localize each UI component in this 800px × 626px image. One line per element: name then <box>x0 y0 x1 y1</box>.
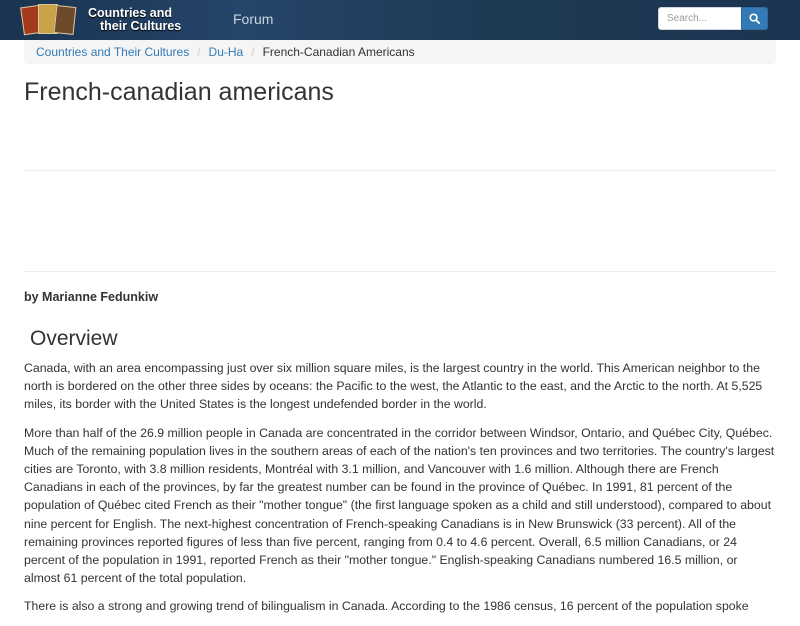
section-heading-overview: Overview <box>30 327 118 350</box>
paragraph: More than half of the 26.9 million people in Canada are concentrated in the corridor between Windsor, Ontario, and Québec City, Québec. Much of the remaining population lives in the southern areas of each of the nation's ten provinces and two territories. The country's largest cities are Toronto, with 3.8 million residents, Montréal with 3.1 million, and Vancouver with 1.6 million. Although there are French Canadians in each of the provinces, by far the greatest number can be found in the province of Québec. In 1991, 81 percent of the population of Québec cited French as their "mother tongue" (the first language spoken as a child and still understood), compared to about nine percent for English. The next-highest concentration of French-speaking Canadians is in New Brunswick (33 percent). All of the remaining provinces reported figures of less than five percent, ranging from 0.4 to 4.6 percent. Overall, 6.5 million Canadians, or 24 percent of the population in 1991, reported French as their "mother tongue." English-speaking Canadians numbered 16.5 million, or almost 61 percent of the total population. <box>24 425 775 586</box>
breadcrumb-link-countries[interactable]: Countries and Their Cultures <box>36 45 190 59</box>
breadcrumb <box>24 40 776 64</box>
divider <box>24 170 776 171</box>
breadcrumb-link-du-ha[interactable]: Du-Ha <box>208 45 244 59</box>
search-button[interactable] <box>741 7 768 30</box>
logo-line-1: Countries and <box>88 6 173 20</box>
paragraph: There is also a strong and growing trend of bilingualism in Canada. According to the 1986 census, 16 percent of the population spoke <box>24 599 749 614</box>
logo-text <box>88 7 181 33</box>
paragraph: Canada, with an area encompassing just over six million square miles, is the largest country in the world. This American neighbor to the north is bordered on the other three sides by oceans: the Pacific to the west, the Atlantic to the east, and the Arctic to the north. At 5,525 miles, its border with the United States is the longest undefended border in the world. <box>24 361 763 412</box>
site-logo[interactable] <box>22 2 222 38</box>
search-input[interactable] <box>658 7 742 30</box>
top-navbar <box>0 0 800 40</box>
breadcrumb-separator: / <box>197 45 201 59</box>
logo-image <box>22 2 84 38</box>
forum-link[interactable]: Forum <box>233 11 274 27</box>
logo-line-2: their Cultures <box>100 19 182 33</box>
divider <box>24 271 776 272</box>
author-byline: by Marianne Fedunkiw <box>24 290 159 304</box>
logo-tile <box>54 5 77 35</box>
breadcrumb-current: French-Canadian Americans <box>262 45 415 59</box>
page-title: French-canadian americans <box>24 78 334 106</box>
article-body <box>24 359 776 626</box>
breadcrumb-separator: / <box>251 45 255 59</box>
search-icon <box>749 13 760 24</box>
